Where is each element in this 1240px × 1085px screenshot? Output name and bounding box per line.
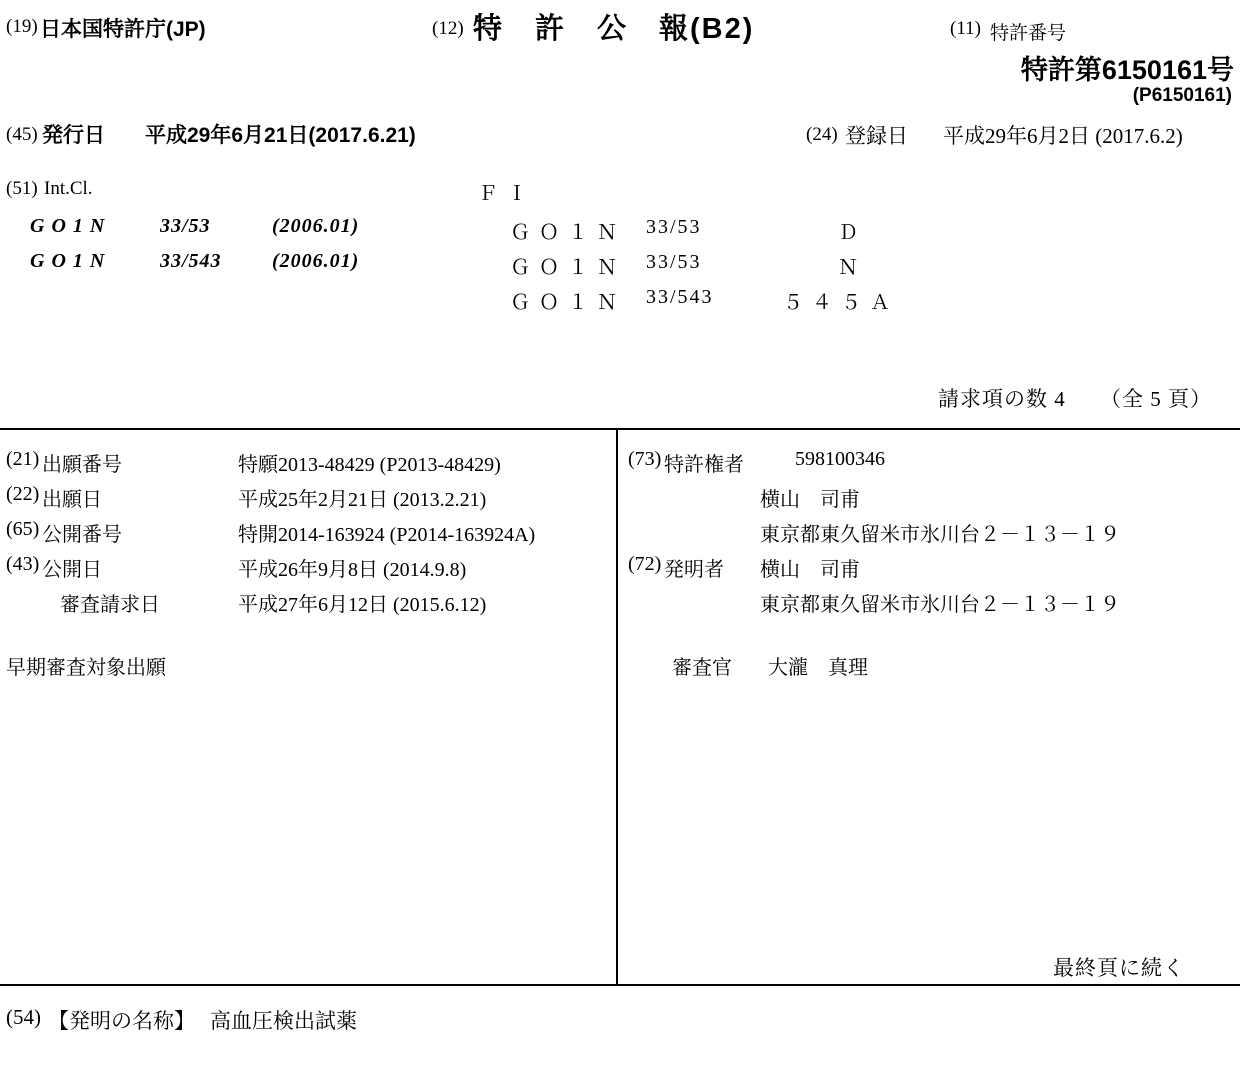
fi-code: Ｇ Ｏ １ Ｎ xyxy=(510,222,619,244)
publication-date-label: 発行日 xyxy=(42,124,105,147)
code-45: (45) xyxy=(6,124,38,145)
ipc-label: Int.Cl. xyxy=(44,178,93,199)
ipc-version: (2006.01) xyxy=(272,215,360,237)
ipc-code: G O 1 N xyxy=(30,250,106,272)
fi-subcode: Ｄ xyxy=(838,222,860,244)
fi-subcode: Ｎ xyxy=(838,257,860,279)
document-title: 特 許 公 報(B2) xyxy=(473,13,755,45)
fi-group: 33/53 xyxy=(646,251,702,273)
code-43: (43) xyxy=(6,553,40,575)
fi-code: Ｇ Ｏ １ Ｎ xyxy=(510,292,619,314)
continued-note: 最終頁に続く xyxy=(1053,956,1185,980)
examiner-label: 審査官 xyxy=(672,657,732,679)
application-date-value: 平成25年2月21日 (2013.2.21) xyxy=(238,489,487,511)
publication-date2-value: 平成26年9月8日 (2014.9.8) xyxy=(238,559,467,581)
patentee-address: 東京都東久留米市氷川台２－１３－１９ xyxy=(760,524,1120,546)
ipc-version: (2006.01) xyxy=(272,250,360,272)
code-65: (65) xyxy=(6,518,40,540)
divider-vertical xyxy=(616,428,618,984)
code-24: (24) xyxy=(806,124,838,145)
issuing-office: 日本国特許庁(JP) xyxy=(40,18,206,41)
patentee-id: 598100346 xyxy=(795,448,885,470)
patentee-label: 特許権者 xyxy=(664,454,744,476)
registration-date: 平成29年6月2日 (2017.6.2) xyxy=(943,124,1183,148)
patent-number-paren: (P6150161) xyxy=(1132,85,1232,106)
invention-title-label: 【発明の名称】 xyxy=(48,1009,195,1033)
fi-group: 33/53 xyxy=(646,216,702,238)
examination-request-date-value: 平成27年6月12日 (2015.6.12) xyxy=(238,594,487,616)
fi-group: 33/543 xyxy=(646,286,714,308)
examination-request-date-label: 審査請求日 xyxy=(60,594,160,616)
divider-top xyxy=(0,428,1240,430)
publication-number-label: 公開番号 xyxy=(42,524,122,546)
code-54: (54) xyxy=(6,1005,41,1029)
code-12: (12) xyxy=(432,18,464,39)
publication-number-value: 特開2014-163924 (P2014-163924A) xyxy=(238,524,536,546)
code-51: (51) xyxy=(6,178,38,199)
inventor-name: 横山 司甫 xyxy=(760,559,860,581)
page-count: （全 5 頁） xyxy=(1100,387,1212,411)
code-22: (22) xyxy=(6,483,40,505)
ipc-code: G O 1 N xyxy=(30,215,106,237)
application-date-label: 出願日 xyxy=(42,489,102,511)
registration-date-label: 登録日 xyxy=(845,124,908,148)
code-73: (73) xyxy=(628,448,662,470)
fi-subcode: ５ ４ ５ Ａ xyxy=(783,292,892,314)
ipc-group: 33/53 xyxy=(160,215,211,237)
examiner-name: 大瀧 真理 xyxy=(768,657,868,679)
invention-title: 高血圧検出試薬 xyxy=(210,1009,357,1033)
fi-label: Ｆ Ｉ xyxy=(478,183,529,205)
code-11: (11) xyxy=(950,18,981,39)
patent-number: 特許第6150161号 xyxy=(1020,55,1234,85)
application-number-value: 特願2013-48429 (P2013-48429) xyxy=(238,454,501,476)
inventor-label: 発明者 xyxy=(664,559,724,581)
inventor-address: 東京都東久留米市氷川台２－１３－１９ xyxy=(760,594,1120,616)
ipc-group: 33/543 xyxy=(160,250,222,272)
fi-code: Ｇ Ｏ １ Ｎ xyxy=(510,257,619,279)
code-21: (21) xyxy=(6,448,40,470)
claims-count: 請求項の数 4 xyxy=(938,387,1066,411)
publication-date: 平成29年6月21日(2017.6.21) xyxy=(145,124,416,147)
patentee-name: 横山 司甫 xyxy=(760,489,860,511)
code-19: (19) xyxy=(6,16,38,37)
publication-date2-label: 公開日 xyxy=(42,559,102,581)
patent-number-label: 特許番号 xyxy=(990,23,1067,44)
divider-bottom xyxy=(0,984,1240,986)
code-72: (72) xyxy=(628,553,662,575)
application-number-label: 出願番号 xyxy=(42,454,122,476)
accelerated-examination-note: 早期審査対象出願 xyxy=(6,657,166,679)
